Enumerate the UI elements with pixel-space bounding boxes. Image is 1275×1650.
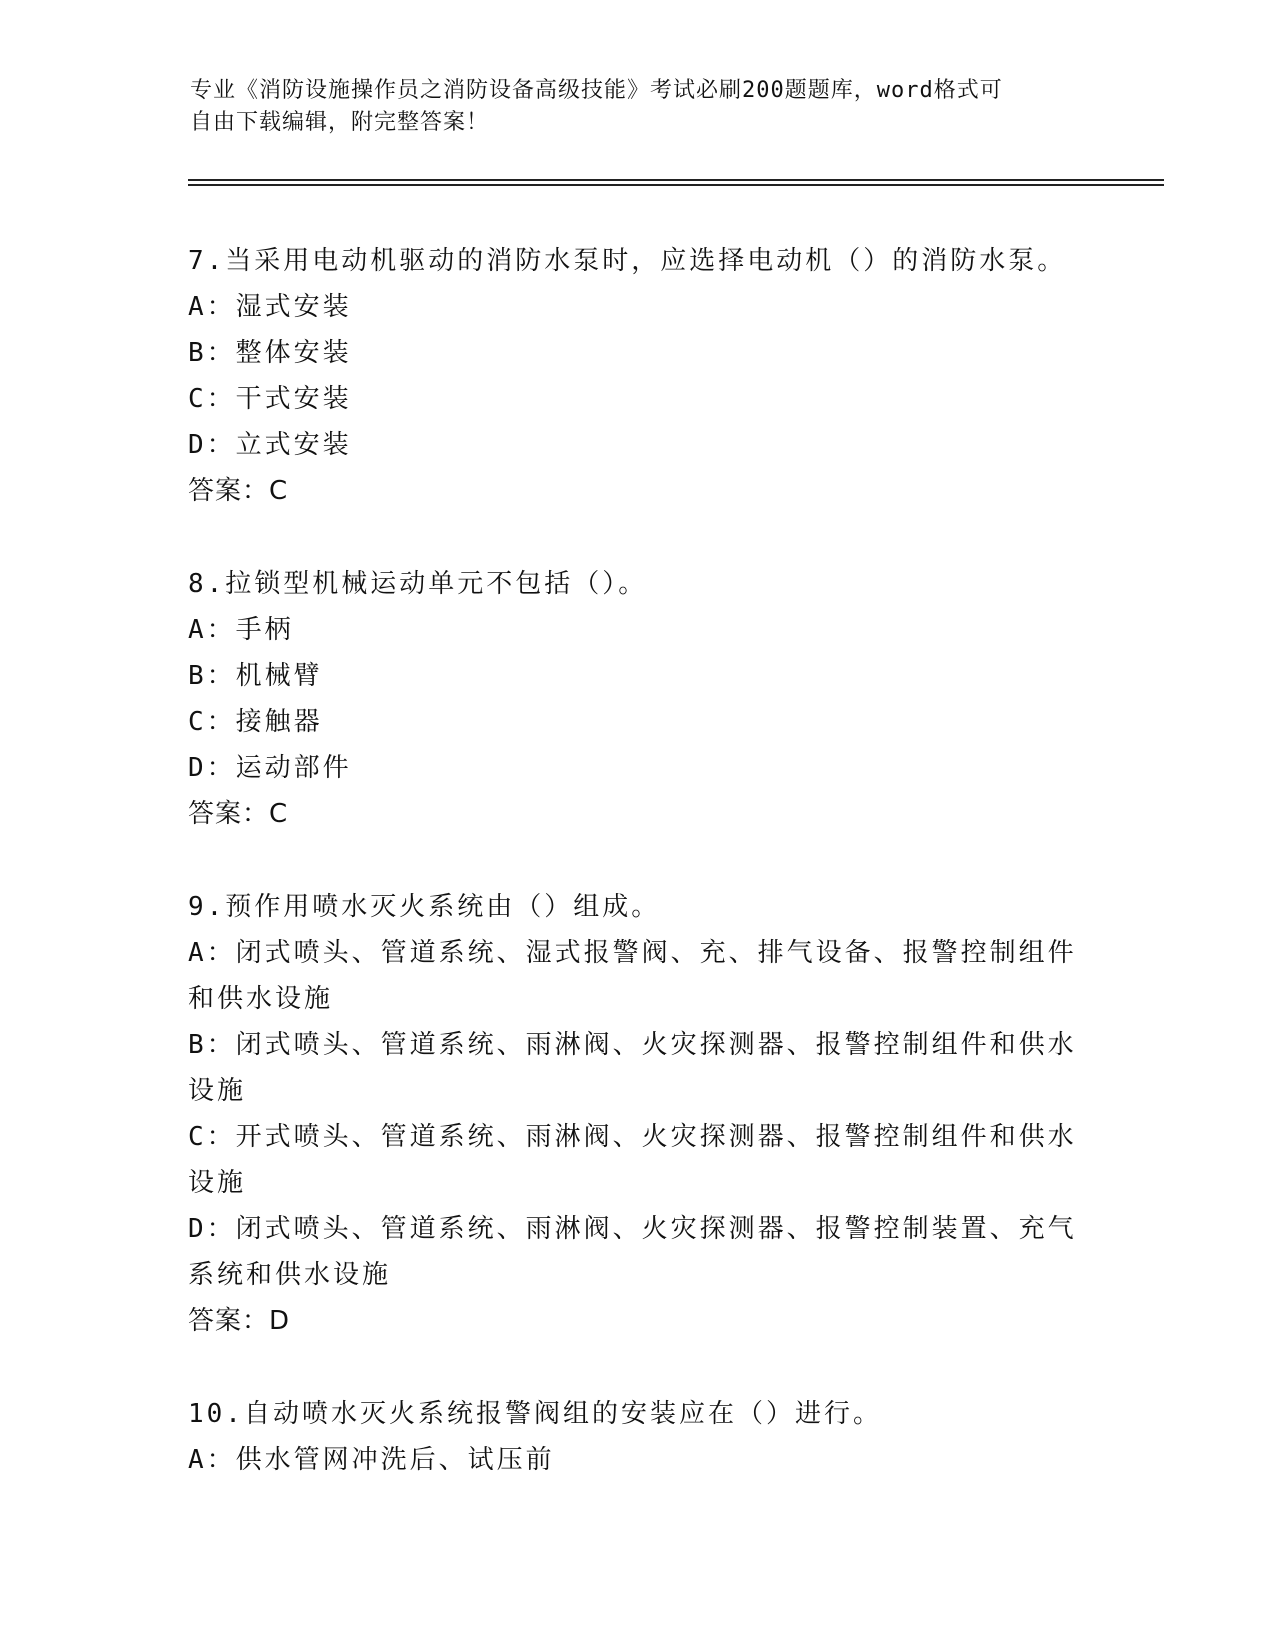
option-d-continued: 系统和供水设施	[188, 1260, 392, 1290]
question-stem: 10.自动喷水灭火系统报警阀组的安装应在（）进行。	[188, 1399, 882, 1429]
option-d: D：立式安装	[188, 430, 352, 460]
option-c: C：接触器	[188, 707, 323, 737]
option-c: C：开式喷头、管道系统、雨淋阀、火灾探测器、报警控制组件和供水	[188, 1122, 1077, 1152]
option-c: C：干式安装	[188, 384, 352, 414]
question-stem: 9.预作用喷水灭火系统由（）组成。	[188, 892, 661, 922]
option-a: A：供水管网冲洗后、试压前	[188, 1445, 555, 1475]
document-header	[190, 75, 1090, 139]
option-b-continued: 设施	[188, 1076, 247, 1106]
option-b: B：整体安装	[188, 338, 352, 368]
option-a: A：湿式安装	[188, 292, 352, 322]
header-divider-bottom	[188, 184, 1164, 186]
option-d: D：闭式喷头、管道系统、雨淋阀、火灾探测器、报警控制装置、充气	[188, 1214, 1077, 1244]
question-9	[188, 884, 1088, 1344]
option-c-continued: 设施	[188, 1168, 247, 1198]
answer-line: 答案：D	[188, 1306, 291, 1336]
answer-line: 答案：C	[188, 799, 289, 829]
option-a: A：手柄	[188, 615, 294, 645]
option-b: B：闭式喷头、管道系统、雨淋阀、火灾探测器、报警控制组件和供水	[188, 1030, 1077, 1060]
question-stem: 7.当采用电动机驱动的消防水泵时，应选择电动机（）的消防水泵。	[188, 246, 1067, 276]
answer-line: 答案：C	[188, 476, 289, 506]
option-d: D：运动部件	[188, 753, 352, 783]
header-line-2: 自由下载编辑，附完整答案！	[190, 110, 490, 135]
question-stem: 8.拉锁型机械运动单元不包括（）。	[188, 569, 648, 599]
question-7	[188, 238, 1088, 514]
header-divider-top	[188, 179, 1164, 181]
header-line-1: 专业《消防设施操作员之消防设备高级技能》考试必刷200题题库，word格式可	[190, 78, 1003, 103]
option-b: B：机械臂	[188, 661, 323, 691]
question-10	[188, 1391, 1088, 1483]
question-8	[188, 561, 1088, 837]
option-a: A：闭式喷头、管道系统、湿式报警阀、充、排气设备、报警控制组件	[188, 938, 1077, 968]
question-list	[188, 238, 1088, 1530]
option-a-continued: 和供水设施	[188, 984, 334, 1014]
